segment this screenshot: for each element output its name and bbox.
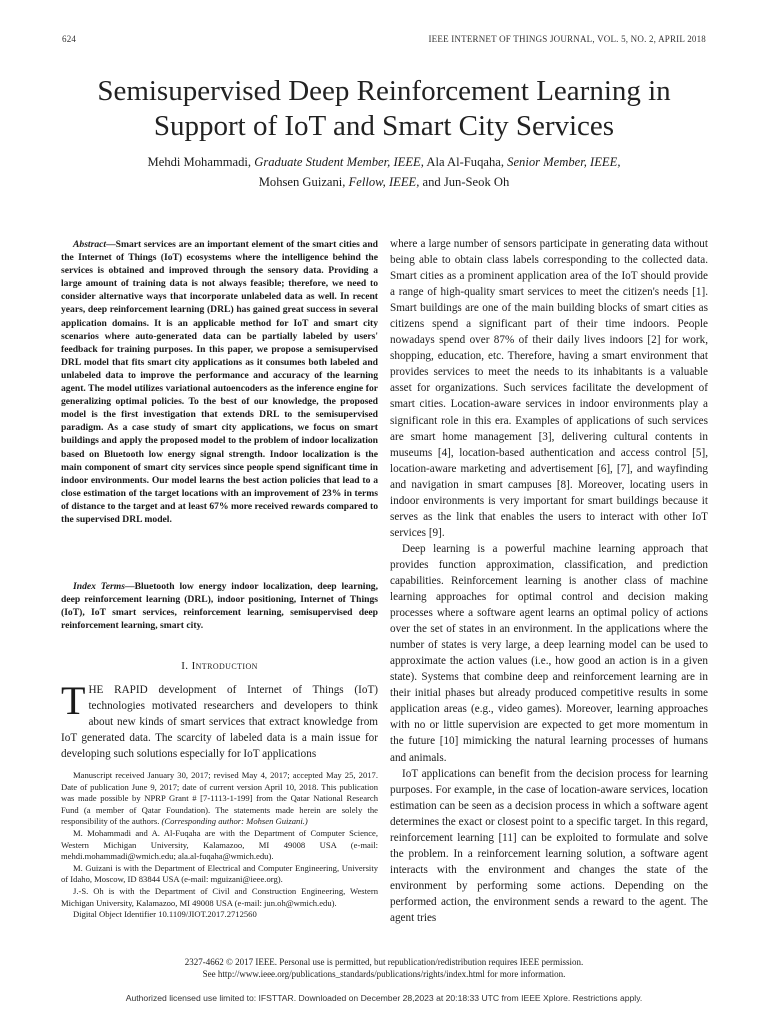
author-list [60, 152, 708, 192]
section-title: Introduction [191, 660, 258, 672]
author-role: Senior Member, IEEE, [507, 155, 621, 169]
paper-title [0, 74, 768, 144]
abstract-label: Abstract [73, 239, 107, 250]
footnote-affiliation: J.-S. Oh is with the Department of Civil and Construction Engineering, Western Michigan University, Kalamazoo, MI 49008 USA (e-mail: jun.oh@wmich.edu). [61, 885, 378, 908]
right-column [390, 236, 708, 926]
author-line-2 [60, 172, 708, 192]
body-paragraph: Deep learning is a powerful machine learning approach that provides function approximation, classification, and prediction capabilities. Reinforcement learning is another class of machine learning approaches for optimal control and decision making processes where a software agent learns an optimal policy of actions over the set of states in an environment. In the applications where the number of states is very large, a deep learning model can be used to approximate the action values (i.e., how good an action is in a given state). Systems that combine deep and reinforcement learning are in their initial phases but already produced competitive results in some application areas (e.g., video games). Moreover, learning approaches with no or little supervision are expected to get more momentum in the future [10] mimicking the natural learning processes of humans and animals. [390, 542, 708, 764]
intro-paragraph [61, 678, 379, 762]
footnote-text: Manuscript received January 30, 2017; revised May 4, 2017; accepted May 25, 2017. Date of publication June 9, 2017; date of current version April 10, 2018. This publication was made possible by NPRP Grant # [7-1113-1-199] from the Qatar National Research Fund (a member of Qatar Foundation). The statements made herein are solely the responsibility of the authors. [61, 770, 378, 827]
doi: Digital Object Identifier 10.1109/JIOT.2017.2712560 [73, 909, 257, 920]
author-role: Fellow, IEEE, [348, 175, 420, 189]
author-name: Mohsen Guizani, [258, 175, 346, 189]
copyright-notice [100, 956, 668, 980]
copyright-line-1: 2327-4662 © 2017 IEEE. Personal use is permitted, but republication/redistribution requires IEEE permission. [184, 957, 584, 967]
index-terms-label: Index Terms [73, 581, 125, 592]
author-line-1 [60, 152, 708, 172]
license-notice: Authorized licensed use limited to: IFSTTAR. Downloaded on December 28,2023 at 20:18:33 UTC from IEEE Xplore. Restrictions apply. [125, 993, 643, 1003]
footnote-manuscript [61, 770, 378, 828]
footnote-affiliation: M. Mohammadi and A. Al-Fuqaha are with the Department of Computer Science, Western Michigan University, Kalamazoo, MI 49008 USA (e-mail: mehdi.mohammadi@wmich.edu; ala.al-fuqaha@wmich.edu). [61, 827, 378, 862]
abstract-text: —Smart services are an important element of the smart cities and the Internet of Things (IoT) ecosystems where the intelligence behind the services is obtained and improved through the sensory data. Providing a large amount of training data is not always feasible; therefore, we need to consider alternative ways that incorporate unlabeled data as well. In recent years, deep reinforcement learning (DRL) has gained great success in several application domains. It is an applicable method for IoT and smart city scenarios where auto-generated data can be partially labeled by users' feedback for training purposes. In this paper, we propose a semisupervised DRL model that fits smart city applications as it consumes both labeled and unlabeled data to improve the performance and accuracy of the learning agent. The model utilizes variational autoencoders as the inference engine for generalizing optimal policies. To the best of our knowledge, the proposed model is the first investigation that extends DRL to the semisupervised paradigm. As a case study of smart city applications, we focus on smart buildings and apply the proposed model to the problem of indoor localization based on Bluetooth low energy signal strength. Indoor localization is the main component of smart city services since people spend significant time in indoor environments. Our model learns the best action policies that lead to a close estimation of the target locations with an improvement of 23% in terms of distance to the target and at least 67% more received rewards compared to the supervised DRL model. [61, 239, 378, 525]
author-name: Ala Al-Fuqaha, [426, 155, 504, 169]
copyright-line-2: See http://www.ieee.org/publications_standards/publications/rights/index.html for more information. [202, 969, 566, 979]
footnote-affiliation: M. Guizani is with the Department of Electrical and Computer Engineering, University of Idaho, Moscow, ID 83844 USA (e-mail: mguizani@ieee.org). [61, 862, 378, 885]
author-name: Mehdi Mohammadi, [147, 155, 252, 169]
author-name: and Jun-Seok Oh [422, 175, 510, 189]
index-terms [61, 580, 378, 632]
corresponding-author: (Corresponding author: Mohsen Guizani.) [161, 816, 308, 827]
page-number: 624 [62, 34, 77, 44]
title-line-1: Semisupervised Deep Reinforcement Learning in [97, 75, 671, 107]
journal-header: IEEE INTERNET OF THINGS JOURNAL, VOL. 5, NO. 2, APRIL 2018 [428, 34, 706, 44]
title-line-2: Support of IoT and Smart City Services [153, 110, 615, 142]
section-number: I. [181, 660, 189, 672]
body-paragraph: IoT applications can benefit from the decision process for learning purposes. For example, in the case of location-aware services, location estimation can be seen as a decision process in which a software agent determines the exact or closest point to a specific target. In this regard, reinforcement learning [11] can be exploited to formulate and solve the problem. In a reinforcement learning solution, a software agent interacts with the environment and changes the state of the environment by performing some actions. Depending on the performed action, the environment sends a reward to the agent. The agent tries [390, 767, 708, 924]
intro-text: development of Internet of Things (IoT) technologies motivated researchers and developers to think about new kinds of smart services that extract knowledge from IoT generated data. The scarcity of labeled data is a main issue for developing such solutions especially for IoT applications [61, 684, 379, 760]
abstract [61, 238, 378, 526]
drop-cap: T [61, 678, 86, 723]
author-role: Graduate Student Member, IEEE, [254, 155, 424, 169]
index-terms-text: —Bluetooth low energy indoor localization, deep learning, deep reinforcement learning (DRL), indoor positioning, Internet of Things (IoT), IoT smart services, reinforcement learning, semisupervised deep reinforcement learning, smart city. [61, 581, 378, 632]
footnotes [61, 770, 378, 921]
body-paragraph: where a large number of sensors participate in generating data without being able to obtain class labels corresponding to the collected data. Smart cities as a prominent application area of the IoT should provide a range of high-quality smart services to meet the citizen's needs [1]. Smart buildings are one of the main building blocks of smart cities as citizens spend a significant part of their time indoors. People nowadays spend over 87% of their daily lives indoors [2] for work, shopping, education, etc. Therefore, having a smart environment that provides services to meet the needs to its inhabitants is a valuable asset for organizations. Such services facilitate the development of smart cities. Location-aware services in indoor environments play a significant role in this era. Examples of applications of such services are smart home management [3], delivering cultural contents in museums [4], location-based authentication and access control [5], location-aware marketing and advertisement [6], [7], and wayfinding and navigation in smart campuses [8]. Moreover, locating users in indoor environments is very important for smart buildings because it serves as the link that enables the users to interact with other IoT services [9]. [390, 238, 708, 539]
intro-first-words: HE RAPID [88, 684, 148, 696]
section-heading [61, 660, 378, 672]
